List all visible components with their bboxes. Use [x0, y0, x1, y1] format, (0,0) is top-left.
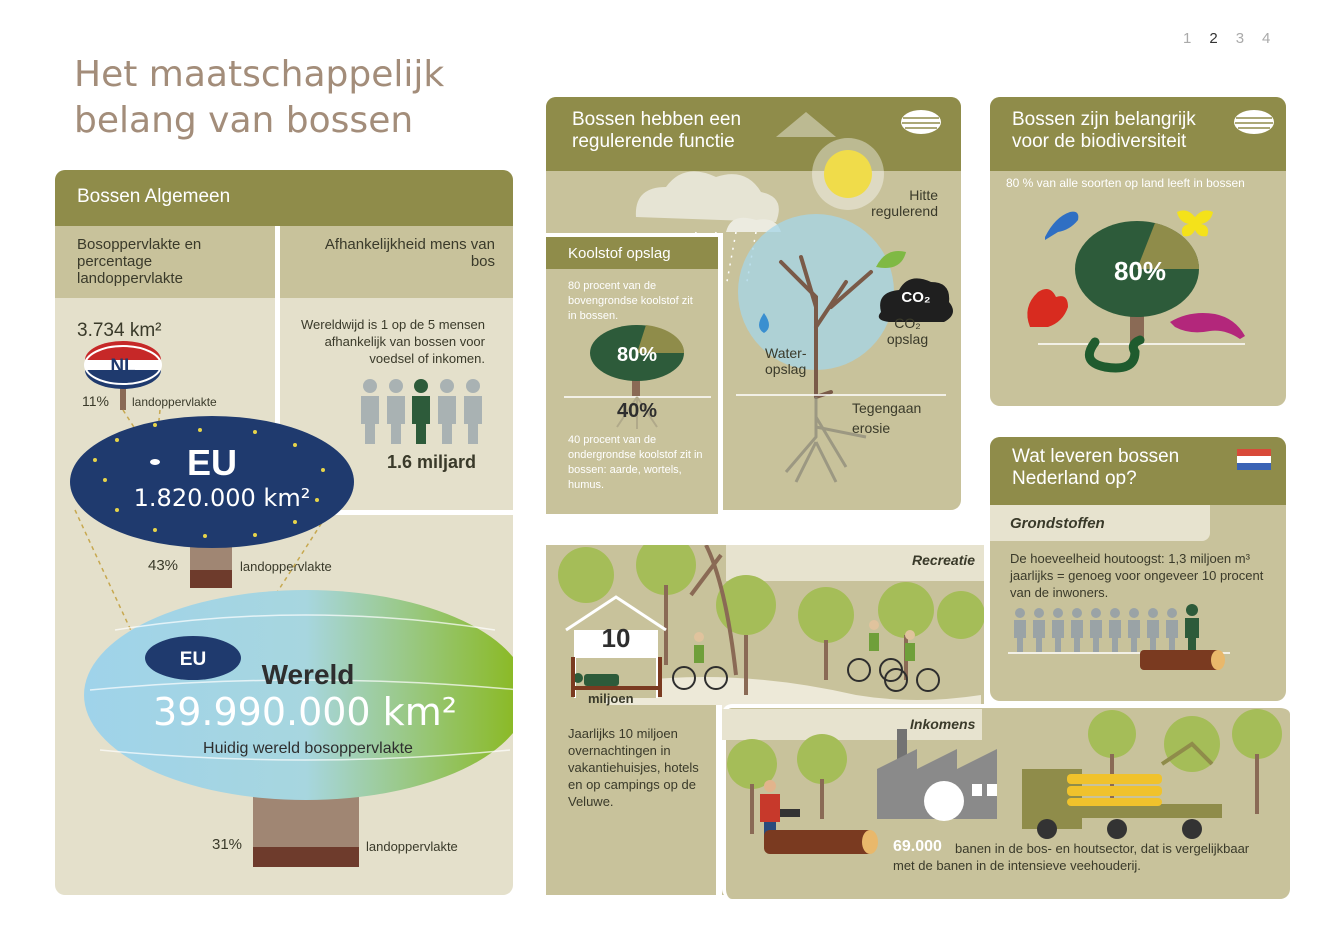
koolstof-pct-bottom: 40% [616, 400, 658, 422]
algemeen-graphics [55, 170, 513, 895]
population-icons [1014, 608, 1178, 652]
world-label: Wereld [261, 659, 355, 690]
biodiversiteit-text: 80 % van alle soorten op land leeft in bossen [1006, 176, 1245, 190]
col1-title: Bosoppervlakte en percentage landoppervlakte [77, 236, 202, 287]
page-1[interactable]: 1 [1183, 30, 1210, 47]
nederland-graphics [990, 437, 1286, 701]
koolstof-top-text: 80 procent van de bovengrondse koolstof zit in bossen. [568, 280, 693, 322]
nl-flag-label: NL [110, 356, 136, 377]
eu-pct: 43% [148, 557, 179, 574]
bio-pct: 80% [1113, 256, 1167, 286]
title-line-2: belang van bossen [74, 100, 414, 141]
people-icons [361, 379, 482, 444]
inkomens-jobs: 69.000 [893, 838, 942, 855]
page-4[interactable]: 4 [1262, 30, 1289, 47]
hitte-label: Hitte regulerend [871, 187, 938, 219]
recreatie-count: 10 [601, 623, 631, 653]
nederland-header-title: Wat leveren bossen Nederland op? [1012, 446, 1180, 489]
log-icon [1140, 650, 1225, 670]
page-3[interactable]: 3 [1235, 30, 1263, 47]
koolstof-graphics [546, 233, 718, 510]
co2-cloud-label: CO₂ [901, 289, 931, 306]
koolstof-bottom-text: 40 procent van de ondergrondse koolstof zit in bossen: aarde, wortels, humus. [568, 434, 703, 491]
recreatie-unit: miljoen [588, 691, 634, 706]
koolstof-header-title: Koolstof opslag [568, 245, 671, 262]
biodiversiteit-graphics [990, 97, 1286, 406]
grondstoffen-text: De hoeveelheid houtoogst: 1,3 miljoen m³ jaarlijks = genoeg voor ongeveer 10 procent van de inwoners. [1010, 551, 1264, 600]
world-landopp: landoppervlakte [366, 839, 458, 854]
recreatie-label: Recreatie [912, 552, 976, 568]
butterfly-icon [1177, 210, 1213, 236]
world-sub: Huidig wereld bosoppervlakte [203, 740, 413, 757]
grondstoffen-label: Grondstoffen [1010, 515, 1105, 532]
col2-title: Afhankelijkheid mens van bos [324, 236, 495, 270]
nl-area: 3.734 km² [77, 320, 162, 341]
world-pct: 31% [212, 836, 243, 853]
inkomens-label: Inkomens [910, 716, 976, 732]
pagination [1183, 30, 1288, 47]
bird-icon [1045, 212, 1078, 240]
page-2[interactable]: 2 [1209, 30, 1236, 47]
page-title [74, 52, 444, 144]
dependency-text: Wereldwijd is 1 op de 5 mensen afhankelijk van bossen voor voedsel of inkomen. [300, 317, 485, 366]
title-line-1: Het maatschappelijk [74, 54, 445, 95]
inkomens-text: banen in de bos- en houtsector, dat is vergelijkbaar met de banen in de intensieve veehouderij. [893, 841, 1250, 873]
log-icon [764, 830, 878, 854]
recreatie-text: Jaarlijks 10 miljoen overnachtingen in vakantiehuisjes, hotels en op campings op de Veluwe. [568, 726, 699, 809]
co2-label: CO₂ opslag [886, 315, 929, 347]
eu-label: EU [186, 442, 238, 483]
person-highlight-icon [1185, 604, 1199, 652]
world-area: 39.990.000 km² [153, 690, 457, 734]
water-label: Water- opslag [765, 345, 807, 377]
nl-pct: 11% [82, 393, 109, 409]
dependency-count: 1.6 miljard [387, 452, 477, 472]
globe-icon [1234, 110, 1274, 134]
algemeen-header-title: Bossen Algemeen [77, 186, 231, 207]
koolstof-pct-top: 80% [616, 344, 658, 366]
erosie-label: Tegengaan erosie [852, 400, 922, 436]
nl-landopp: landoppervlakte [132, 395, 217, 409]
regulerend-header-title: Bossen hebben een regulerende functie [572, 109, 742, 152]
world-eu-label: EU [179, 649, 207, 670]
factory-icon [877, 729, 997, 821]
eu-landopp: landoppervlakte [240, 559, 332, 574]
globe-icon [901, 110, 941, 134]
eu-area: 1.820.000 km² [133, 484, 311, 512]
squirrel-icon [1027, 289, 1068, 327]
weasel-icon [1170, 313, 1245, 339]
biodiversiteit-header-title: Bossen zijn belangrijk voor de biodiversiteit [1012, 109, 1196, 152]
